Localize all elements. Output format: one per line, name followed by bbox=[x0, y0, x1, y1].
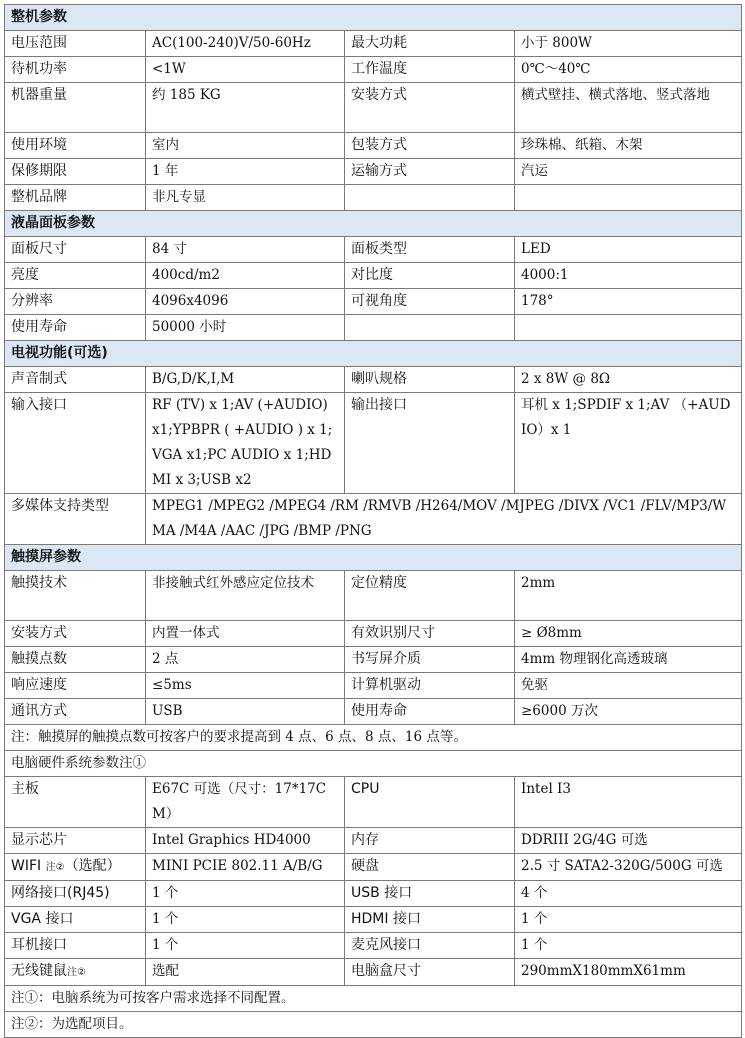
contrast-value: 4000:1 bbox=[515, 263, 742, 289]
memory-value: DDRIII 2G/4G 可选 bbox=[515, 828, 742, 854]
box-size-value: 290mmX180mmX61mm bbox=[515, 959, 742, 986]
section-header-tv: 电视功能(可选) bbox=[5, 341, 742, 367]
panel-size-label: 面板尺寸 bbox=[5, 237, 146, 263]
section-header-machine: 整机参数 bbox=[5, 5, 742, 31]
standby-label: 待机功率 bbox=[5, 57, 146, 83]
vga-value: 1 个 bbox=[146, 907, 345, 933]
note-1: 注①：电脑系统为可按客户需求选择不同配置。 bbox=[5, 986, 742, 1012]
cpu-label: CPU bbox=[345, 777, 515, 828]
usb-label: USB 接口 bbox=[345, 881, 515, 907]
brand-value: 非凡专显 bbox=[146, 185, 345, 211]
media-support-value: MPEG1 /MPEG2 /MPEG4 /RM /RMVB /H264/MOV /MJPEG /DIVX /VC1 /FLV/MP3/WMA /M4A /AAC /JPG /BMP /PNG bbox=[146, 494, 742, 545]
section-header-touch: 触摸屏参数 bbox=[5, 545, 742, 571]
communication-label: 通讯方式 bbox=[5, 699, 146, 725]
touch-tech-label: 触摸技术 bbox=[5, 571, 146, 621]
temperature-value: 0℃～40℃ bbox=[515, 57, 742, 83]
screen-medium-value: 4mm 物理钢化高透玻璃 bbox=[515, 647, 742, 673]
earphone-value: 1 个 bbox=[146, 933, 345, 959]
usb-value: 4 个 bbox=[515, 881, 742, 907]
communication-value: USB bbox=[146, 699, 345, 725]
viewing-angle-value: 178° bbox=[515, 289, 742, 315]
wifi-suffix: （选配） bbox=[64, 858, 121, 874]
mainboard-value: E67C 可选（尺寸：17*17CM） bbox=[146, 777, 345, 828]
gpu-value: Intel Graphics HD4000 bbox=[146, 828, 345, 854]
standby-value: <1W bbox=[146, 57, 345, 83]
earphone-label: 耳机接口 bbox=[5, 933, 146, 959]
mic-value: 1 个 bbox=[515, 933, 742, 959]
resolution-label: 分辨率 bbox=[5, 289, 146, 315]
cpu-value: Intel I3 bbox=[515, 777, 742, 828]
wifi-note: 注② bbox=[45, 862, 65, 873]
wifi-label: WIFI bbox=[11, 858, 42, 874]
output-ports-value: 耳机 x 1;SPDIF x 1;AV （+AUDIO）x 1 bbox=[515, 393, 742, 494]
wireless-kb-label: 无线键鼠 bbox=[11, 963, 67, 979]
package-label: 包装方式 bbox=[345, 133, 515, 159]
touch-points-value: 2 点 bbox=[146, 647, 345, 673]
gpu-label: 显示芯片 bbox=[5, 828, 146, 854]
environment-value: 室内 bbox=[146, 133, 345, 159]
touch-life-label: 使用寿命 bbox=[345, 699, 515, 725]
panel-life-label: 使用寿命 bbox=[5, 315, 146, 341]
max-power-value: 小于 800W bbox=[515, 31, 742, 57]
lan-value: 1 个 bbox=[146, 881, 345, 907]
transport-label: 运输方式 bbox=[345, 159, 515, 185]
panel-size-value: 84 寸 bbox=[146, 237, 345, 263]
recognition-size-label: 有效识别尺寸 bbox=[345, 621, 515, 647]
resolution-value: 4096x4096 bbox=[146, 289, 345, 315]
install-value: 横式壁挂、横式落地、竖式落地 bbox=[515, 83, 742, 133]
wireless-kb-note: 注② bbox=[67, 967, 86, 978]
panel-type-value: LED bbox=[515, 237, 742, 263]
section-header-panel: 液晶面板参数 bbox=[5, 211, 742, 237]
empty-cell bbox=[515, 315, 742, 341]
viewing-angle-label: 可视角度 bbox=[345, 289, 515, 315]
brightness-value: 400cd/m2 bbox=[146, 263, 345, 289]
screen-medium-label: 书写屏介质 bbox=[345, 647, 515, 673]
precision-value: 2mm bbox=[515, 571, 742, 621]
panel-life-value: 50000 小时 bbox=[146, 315, 345, 341]
touch-points-label: 触摸点数 bbox=[5, 647, 146, 673]
voltage-value: AC(100-240)V/50-60Hz bbox=[146, 31, 345, 57]
weight-label: 机器重量 bbox=[5, 83, 146, 133]
driver-value: 免驱 bbox=[515, 673, 742, 699]
wifi-value: MINI PCIE 802.11 A/B/G bbox=[146, 854, 345, 881]
empty-cell bbox=[515, 185, 742, 211]
package-value: 珍珠棉、纸箱、木架 bbox=[515, 133, 742, 159]
warranty-label: 保修期限 bbox=[5, 159, 146, 185]
hdmi-label: HDMI 接口 bbox=[345, 907, 515, 933]
touch-life-value: ≥6000 万次 bbox=[515, 699, 742, 725]
touch-tech-value: 非接触式红外感应定位技术 bbox=[146, 571, 345, 621]
empty-cell bbox=[345, 185, 515, 211]
mainboard-label: 主板 bbox=[5, 777, 146, 828]
lan-label: 网络接口(RJ45) bbox=[5, 881, 146, 907]
hdmi-value: 1 个 bbox=[515, 907, 742, 933]
brand-label: 整机品牌 bbox=[5, 185, 146, 211]
note-2: 注②：为选配项目。 bbox=[5, 1012, 742, 1038]
input-ports-value: RF (TV) x 1;AV (+AUDIO) x1;YPBPR ( +AUDIO ) x 1;VGA x1;PC AUDIO x 1;HDMI x 3;USB x2 bbox=[146, 393, 345, 494]
touch-note: 注：触摸屏的触摸点数可按客户的要求提高到 4 点、6 点、8 点、16 点等。 bbox=[5, 725, 742, 751]
box-size-label: 电脑盒尺寸 bbox=[345, 959, 515, 986]
disk-value: 2.5 寸 SATA2-320G/500G 可选 bbox=[515, 854, 742, 881]
voltage-label: 电压范围 bbox=[5, 31, 146, 57]
install-label: 安装方式 bbox=[345, 83, 515, 133]
response-label: 响应速度 bbox=[5, 673, 146, 699]
output-ports-label: 输出接口 bbox=[345, 393, 515, 494]
sound-system-value: B/G,D/K,I,M bbox=[146, 367, 345, 393]
contrast-label: 对比度 bbox=[345, 263, 515, 289]
precision-label: 定位精度 bbox=[345, 571, 515, 621]
transport-value: 汽运 bbox=[515, 159, 742, 185]
empty-cell bbox=[345, 315, 515, 341]
recognition-size-value: ≥ Ø8mm bbox=[515, 621, 742, 647]
temperature-label: 工作温度 bbox=[345, 57, 515, 83]
weight-value: 约 185 KG bbox=[146, 83, 345, 133]
wireless-kb-value: 选配 bbox=[146, 959, 345, 986]
brightness-label: 亮度 bbox=[5, 263, 146, 289]
response-value: ≤5ms bbox=[146, 673, 345, 699]
wireless-kb-label-cell bbox=[5, 959, 146, 986]
max-power-label: 最大功耗 bbox=[345, 31, 515, 57]
input-ports-label: 输入接口 bbox=[5, 393, 146, 494]
media-support-label: 多媒体支持类型 bbox=[5, 494, 146, 545]
spec-table bbox=[4, 4, 742, 1038]
driver-label: 计算机驱动 bbox=[345, 673, 515, 699]
vga-label: VGA 接口 bbox=[5, 907, 146, 933]
panel-type-label: 面板类型 bbox=[345, 237, 515, 263]
warranty-value: 1 年 bbox=[146, 159, 345, 185]
sound-system-label: 声音制式 bbox=[5, 367, 146, 393]
mic-label: 麦克风接口 bbox=[345, 933, 515, 959]
environment-label: 使用环境 bbox=[5, 133, 146, 159]
wifi-label-cell bbox=[5, 854, 146, 881]
touch-install-label: 安装方式 bbox=[5, 621, 146, 647]
speaker-label: 喇叭规格 bbox=[345, 367, 515, 393]
touch-install-value: 内置一体式 bbox=[146, 621, 345, 647]
memory-label: 内存 bbox=[345, 828, 515, 854]
speaker-value: 2 x 8W @ 8Ω bbox=[515, 367, 742, 393]
disk-label: 硬盘 bbox=[345, 854, 515, 881]
section-header-pc: 电脑硬件系统参数注① bbox=[5, 751, 742, 777]
